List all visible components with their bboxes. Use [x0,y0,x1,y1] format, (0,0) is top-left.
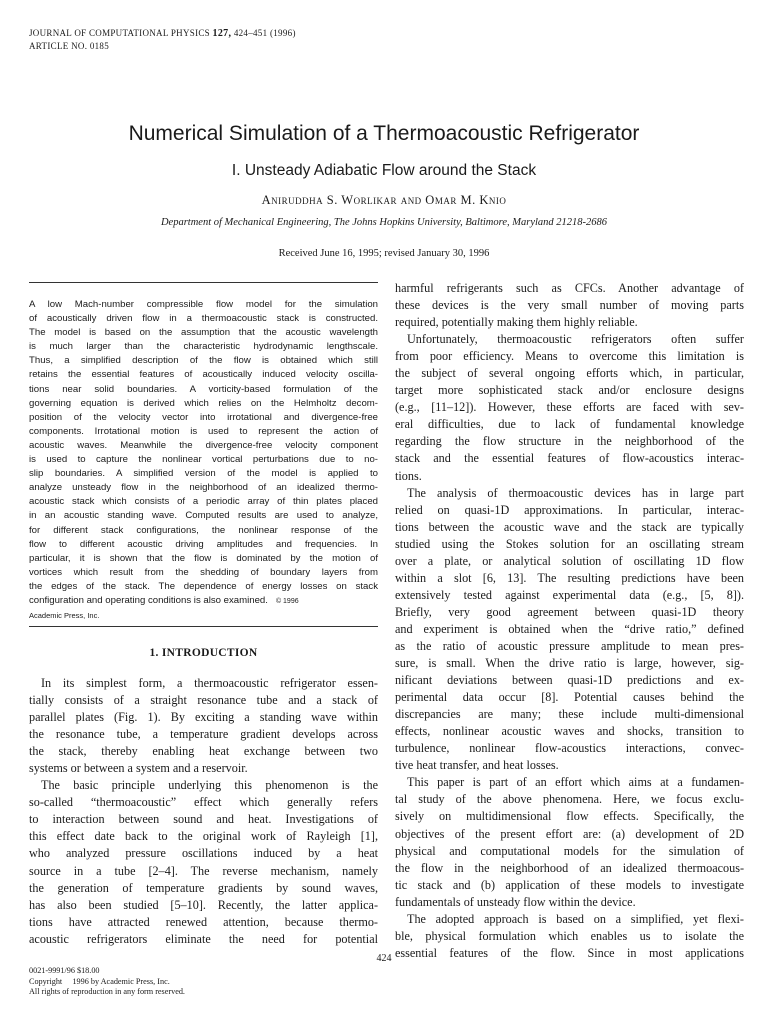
article-line [29,40,296,53]
abstract [29,298,378,623]
journal-line [29,27,296,40]
abstract-line: acoustic waves. Meanwhile the divergence-free velocity component [29,439,378,451]
text-line: within a slot [6, 13]. The resulting predictions have been [395,570,744,585]
text-line: essential features of the flow. Since in most applications [395,945,744,960]
text-line: This paper is part of an effort which aims at a fundamen- [407,775,744,790]
text-line: tions. [395,468,422,483]
text-line: perimental data occur [8]. Potential causes behind the [395,690,744,705]
text-line: systems or between a system and a reservoir. [29,761,248,776]
paper-subtitle: I. Unsteady Adiabatic Flow around the Stack [231,162,537,179]
article-number: 0185 [89,41,110,51]
abstract-line: the edges of the stack. The dependence of energy losses on stack [29,580,378,592]
text-line: tal study of the above phenomena. Here, we focus exclu- [395,792,744,807]
section-heading: 1. INTRODUCTION [149,647,258,659]
footer-code: 0021-9991/96 $18.00 [29,966,100,975]
journal-pages: 424–451 (1996) [233,28,296,38]
abstract-line: tions near solid boundaries. A vorticity-based formulation of the [29,383,378,395]
text-line: The adopted approach is based on a simplified, yet flexi- [407,911,744,926]
text-line: who analyzed pressure oscillations induced by a heat [29,846,378,861]
text-line: stack and the essential features of flow-acoustics interac- [395,451,744,466]
text-line: over a plate, or analytical solution of oscillating 1D flow [395,553,744,568]
abstract-publisher: Academic Press, Inc. [29,611,100,621]
abstract-line: retains the essential features of acoustically induced velocity oscilla- [29,369,378,381]
text-line: effects, nonlinear acoustic waves and shocks, transition to [395,724,744,739]
abstract-line: in an acoustic standing wave. Computed results are used to analyze, [29,510,378,522]
text-line: In its simplest form, a thermoacoustic refrigerator essen- [41,676,378,690]
text-line: Briefly, very good agreement between quasi-1D theory [395,604,744,619]
footer-copyright: Copyright 1996 by Academic Press, Inc. [29,976,170,986]
abstract-line: The model is based on the assumption that the acoustic wavelength [29,327,378,339]
text-line: fundamentals of unsteady flow within the device. [395,894,636,909]
journal-volume: 127, [212,28,232,39]
text-line: required, potentially making them highly reliable. [395,315,638,330]
text-line: source in a tube [2–4]. The reverse mechanism, namely [29,863,378,878]
text-line: tic stack and (b) application of these models to investigate [395,877,744,892]
footer [29,966,185,998]
text-line: nificant deviations between quasi-1D predictions and ex- [395,673,744,688]
text-line: this effect date back to the original work of Rayleigh [1], [29,829,378,844]
abstract-line: is much larger than the characteristic hydrodynamic lengthscale. [29,341,378,353]
text-line: the generation of temperature gradients by sound waves, [29,880,378,895]
text-line: The analysis of thermoacoustic devices has in large part [407,485,744,500]
text-line: from poor efficiency. Means to overcome this limitation is [395,349,744,364]
text-line: tions between the acoustic wave and the stack are typically [395,519,744,534]
text-line: tive heat transfer, and heat losses. [395,758,559,773]
abstract-line: analyze unsteady flow in the neighborhood of an idealized thermo- [29,482,378,494]
text-line: parallel plates (Fig. 1). By exciting a standing wave within [29,710,378,725]
abstract-line: A low Mach-number compressible flow model for the simulation [29,299,378,310]
text-line: turbulence, nonlinear flow-acoustics interactions, convec- [395,741,744,756]
text-line: harmful refrigerants such as CFCs. Another advantage of [395,281,744,295]
text-line: discrepancies are many; these include multi-dimensional [395,707,744,722]
text-line: eral difficulties, due to lack of fundamental knowledge [395,417,744,432]
page-number: 424 [376,953,392,964]
abstract-line: flow to different acoustic driving amplitudes and frequencies. In [29,538,378,550]
text-line: The basic principle underlying this phenomenon is the [41,778,378,793]
abstract-line: configuration and operating conditions is also examined. © 1996 [29,594,299,606]
text-line: the flow in the neighborhood of an idealized thermoacous- [395,860,744,875]
abstract-line: particular, it is shown that the flow is dominated by the motion of [29,552,378,564]
abstract-line: components. Irrotational motion is used to represent the action of [29,425,378,437]
abstract-bottom-rule [29,626,378,627]
text-line: (e.g., [11–12]). However, these efforts are faced with sev- [395,400,744,415]
journal-name: JOURNAL OF COMPUTATIONAL PHYSICS [29,28,210,38]
abstract-line: of acoustically driven flow in a thermoacoustic stack is constructed. [29,313,378,325]
article-label: ARTICLE NO. [29,41,88,51]
text-line: the resonance tube, a temperature gradient develops across [29,727,378,742]
text-line: has also been studied [5–10]. Recently, the latter applica- [29,897,378,912]
text-line: the subject of several ongoing efforts which, in particular, [395,366,744,381]
abstract-line: slip boundaries. A simplified version of the model is applied to [29,468,378,480]
text-line: relied on quasi-1D approximations. In particular, interac- [395,502,744,517]
text-line: Unfortunately, thermoacoustic refrigerators often suffer [407,332,744,347]
abstract-top-rule [29,282,378,283]
abstract-copyright: © 1996 [275,597,299,605]
text-line: as the ratio of acoustic pressure amplitude to mean pres- [395,638,744,653]
paper-title: Numerical Simulation of a Thermoacoustic Refrigerator [128,122,640,145]
right-column [395,280,744,962]
text-line: tions have attracted renewed attention, because thermo- [29,914,378,929]
text-line: sure, is small. When the drive ratio is large, however, sig- [395,656,744,671]
abstract-line: governing equation is derived which relies on the Helmholtz decom- [29,397,378,409]
text-line: and experiment is obtained when the “drive ratio,” defined [395,621,744,636]
abstract-line: is used to capture the nonlinear vortical perturbations due to no- [29,454,378,466]
abstract-line: position of the velocity vector into irrotational and divergence-free [29,411,378,423]
text-line: ble, physical formulation which enables us to isolate the [395,928,744,943]
journal-header [29,27,296,53]
abstract-line: vortices which result from the shedding of boundary layers from [29,566,378,578]
text-line: target more sophisticated stack and/or enclosure designs [395,383,744,398]
text-line: sively on multidimensional flow effects. Specifically, the [395,809,744,824]
text-line: objectives of the present effort are: (a) development of 2D [395,826,744,841]
text-line: acoustic refrigerators eliminate the need for potential [29,931,378,946]
left-column [29,675,378,948]
text-line: so-called “thermoacoustic” effect which generally refers [29,795,378,810]
text-line: tially consists of a straight resonance tube and a stack of [29,693,378,708]
text-line: studied using the Stokes solution for an oscillating stream [395,536,744,551]
abstract-line: for different stack configurations, the nonlinear response of the [29,524,378,536]
received-dates: Received June 16, 1995; revised January 30, 1996 [278,248,490,259]
text-line: physical and computational models for the simulation of [395,843,744,858]
text-line: regarding the flow structure in the neighborhood of the [395,434,744,449]
abstract-line: acoustic stack which consists of a periodic array of thin plates placed [29,496,378,508]
paper-authors: Aniruddha S. Worlikar and Omar M. Knio [261,193,507,207]
text-line: these devices is the very small number of moving parts [395,298,744,313]
text-line: the stack, thereby enabling heat exchange between two [29,744,378,759]
paper-affiliation: Department of Mechanical Engineering, The Johns Hopkins University, Baltimore, Maryland 21218-2686 [160,217,608,228]
text-line: extensively tested against experimental data (e.g., [5, 8]). [395,587,744,602]
abstract-line: Thus, a simplified description of the flow is obtained which still [29,355,378,367]
footer-rights: All rights of reproduction in any form reserved. [29,987,185,996]
text-line: to interaction between sound and heat. Investigations of [29,812,378,827]
